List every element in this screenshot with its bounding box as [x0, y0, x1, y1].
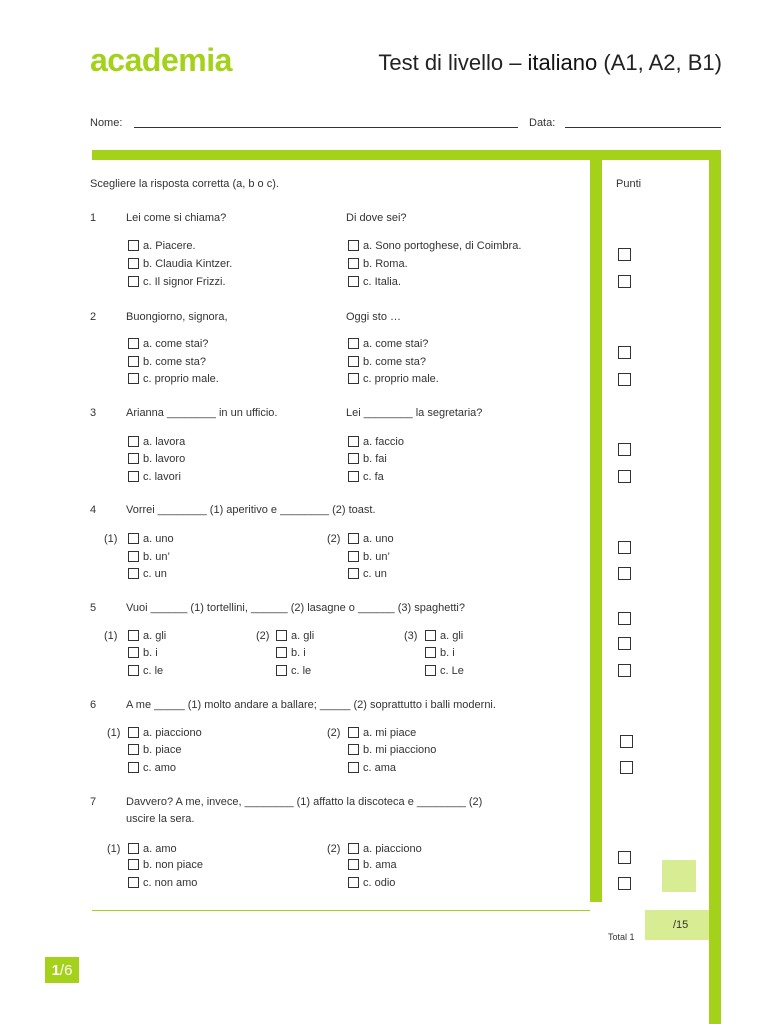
title-prefix: Test di livello –	[378, 50, 528, 75]
q5-col2-option-b: b. i	[291, 647, 306, 659]
q7-left-tag: (1)	[107, 843, 121, 855]
q1-left-option-a: a. Piacere.	[143, 240, 196, 252]
frame-right-bar	[709, 150, 721, 1024]
q7-right-option-b: b. ama	[363, 859, 397, 871]
q1-right-prompt: Di dove sei?	[346, 212, 407, 224]
q6-score-box-2[interactable]	[620, 761, 633, 774]
q7-right-option-a: a. piacciono	[363, 843, 422, 855]
q3-left-checkbox-b[interactable]	[128, 453, 139, 464]
title-levels: (A1, A2, B1)	[597, 50, 722, 75]
q5-col2-checkbox-c[interactable]	[276, 665, 287, 676]
q4-left-option-b: b. un’	[143, 551, 170, 563]
q4-left-checkbox-c[interactable]	[128, 568, 139, 579]
q3-right-option-b: b. fai	[363, 453, 387, 465]
page-total: /6	[59, 961, 73, 979]
q4-right-option-c: c. un	[363, 568, 387, 580]
q7-number: 7	[90, 796, 97, 808]
q7-right-checkbox-b[interactable]	[348, 859, 359, 870]
q2-score-box-1[interactable]	[618, 346, 631, 359]
q3-right-prompt: Lei ________ la segretaria?	[346, 407, 483, 419]
q2-number: 2	[90, 311, 97, 323]
page-title	[378, 50, 722, 76]
q5-number: 5	[90, 602, 97, 614]
q5-col1-checkbox-c[interactable]	[128, 665, 139, 676]
q5-tag-1: (1)	[104, 630, 118, 642]
name-field[interactable]	[134, 127, 518, 128]
q3-score-box-1[interactable]	[618, 443, 631, 456]
q6-left-tag: (1)	[107, 727, 121, 739]
q3-right-option-a: a. faccio	[363, 436, 404, 448]
q7-right-checkbox-a[interactable]	[348, 843, 359, 854]
q6-right-checkbox-a[interactable]	[348, 727, 359, 738]
q6-number: 6	[90, 699, 97, 711]
q4-right-checkbox-a[interactable]	[348, 533, 359, 544]
q7-left-option-a: a. amo	[143, 843, 177, 855]
q7-right-tag: (2)	[327, 843, 341, 855]
q6-right-option-c: c. ama	[363, 762, 397, 774]
q2-left-checkbox-b[interactable]	[128, 356, 139, 367]
q5-col1-option-c: c. le	[143, 665, 164, 677]
q2-right-option-b: b. come sta?	[363, 356, 426, 368]
q4-score-box-1[interactable]	[618, 541, 631, 554]
q1-score-box-2[interactable]	[618, 275, 631, 288]
q7-left-checkbox-b[interactable]	[128, 859, 139, 870]
q2-score-box-2[interactable]	[618, 373, 631, 386]
q1-left-checkbox-c[interactable]	[128, 276, 139, 287]
q7-prompt-cont: uscire la sera.	[126, 813, 195, 825]
q3-left-option-b: b. lavoro	[143, 453, 186, 465]
q1-right-option-b: b. Roma.	[363, 258, 408, 270]
q7-score-box-2[interactable]	[618, 877, 631, 890]
q3-right-checkbox-a[interactable]	[348, 436, 359, 447]
q1-left-option-b: b. Claudia Kintzer.	[143, 258, 233, 270]
q2-left-option-b: b. come sta?	[143, 356, 206, 368]
q6-right-checkbox-c[interactable]	[348, 762, 359, 773]
frame-bottom-line	[92, 910, 590, 911]
q7-right-option-c: c. odio	[363, 877, 396, 889]
q7-left-option-c: c. non amo	[143, 877, 198, 889]
q6-left-option-a: a. piacciono	[143, 727, 202, 739]
q4-score-box-2[interactable]	[618, 567, 631, 580]
q5-prompt: Vuoi ______ (1) tortellini, ______ (2) lasagne o ______ (3) spaghetti?	[126, 602, 465, 614]
q4-right-checkbox-c[interactable]	[348, 568, 359, 579]
q2-right-option-c: c. proprio male.	[363, 373, 439, 385]
q1-right-checkbox-c[interactable]	[348, 276, 359, 287]
frame-top-bar	[92, 150, 721, 160]
q4-number: 4	[90, 504, 97, 516]
q6-prompt: A me _____ (1) molto andare a ballare; _____ (2) soprattutto i balli moderni.	[126, 699, 496, 711]
q3-left-prompt: Arianna ________ in un ufficio.	[126, 407, 278, 419]
q3-right-option-c: c. fa	[363, 471, 384, 483]
q2-right-option-a: a. come stai?	[363, 338, 429, 350]
q1-score-box-1[interactable]	[618, 248, 631, 261]
q5-col2-checkbox-b[interactable]	[276, 647, 287, 658]
q6-right-option-a: a. mi piace	[363, 727, 417, 739]
name-label: Nome:	[90, 117, 123, 129]
q3-left-option-c: c. lavori	[143, 471, 181, 483]
q3-left-option-a: a. lavora	[143, 436, 186, 448]
q2-left-prompt: Buongiorno, signora,	[126, 311, 228, 323]
frame-divider-bar	[590, 150, 602, 902]
q7-left-option-b: b. non piace	[143, 859, 203, 871]
q6-left-checkbox-c[interactable]	[128, 762, 139, 773]
q1-right-checkbox-b[interactable]	[348, 258, 359, 269]
q4-left-checkbox-b[interactable]	[128, 551, 139, 562]
q2-right-checkbox-c[interactable]	[348, 373, 359, 384]
q5-col2-option-a: a. gli	[291, 630, 315, 642]
q4-left-tag: (1)	[104, 533, 118, 545]
q6-left-checkbox-b[interactable]	[128, 744, 139, 755]
q1-left-checkbox-a[interactable]	[128, 240, 139, 251]
q5-col1-checkbox-a[interactable]	[128, 630, 139, 641]
q6-right-tag: (2)	[327, 727, 341, 739]
q1-right-option-c: c. Italia.	[363, 276, 401, 288]
q2-left-option-a: a. come stai?	[143, 338, 209, 350]
q4-right-tag: (2)	[327, 533, 341, 545]
q1-left-prompt: Lei come si chiama?	[126, 212, 227, 224]
q1-left-checkbox-b[interactable]	[128, 258, 139, 269]
title-language: italiano	[527, 50, 598, 75]
page-current: 1	[51, 961, 60, 979]
total-label: Total 1	[608, 932, 635, 942]
q3-number: 3	[90, 407, 97, 419]
q1-right-checkbox-a[interactable]	[348, 240, 359, 251]
q1-left-option-c: c. Il signor Frizzi.	[143, 276, 226, 288]
q6-right-checkbox-b[interactable]	[348, 744, 359, 755]
q7-left-checkbox-a[interactable]	[128, 843, 139, 854]
q6-left-option-b: b. piace	[143, 744, 182, 756]
q2-right-checkbox-b[interactable]	[348, 356, 359, 367]
q4-left-checkbox-a[interactable]	[128, 533, 139, 544]
q4-left-option-a: a. uno	[143, 533, 174, 545]
q5-score-box-3[interactable]	[618, 664, 631, 677]
q7-score-box-1[interactable]	[618, 851, 631, 864]
q3-right-checkbox-c[interactable]	[348, 471, 359, 482]
q4-prompt: Vorrei ________ (1) aperitivo e ________ (2) toast.	[126, 504, 376, 516]
q5-tag-2: (2)	[256, 630, 270, 642]
page-indicator	[45, 957, 79, 983]
q6-right-option-b: b. mi piacciono	[363, 744, 437, 756]
q1-number: 1	[90, 212, 97, 224]
q5-score-box-2[interactable]	[618, 637, 631, 650]
q5-col1-option-b: b. i	[143, 647, 158, 659]
q6-left-option-c: c. amo	[143, 762, 177, 774]
q5-col2-checkbox-a[interactable]	[276, 630, 287, 641]
date-field[interactable]	[565, 127, 721, 128]
total-score: /15	[673, 919, 689, 931]
points-header: Punti	[616, 178, 642, 190]
q5-col3-checkbox-b[interactable]	[425, 647, 436, 658]
q7-right-checkbox-c[interactable]	[348, 877, 359, 888]
q6-left-checkbox-a[interactable]	[128, 727, 139, 738]
q5-score-box-1[interactable]	[618, 612, 631, 625]
q3-right-checkbox-b[interactable]	[348, 453, 359, 464]
q5-col3-option-b: b. i	[440, 647, 455, 659]
q7-prompt: Davvero? A me, invece, ________ (1) affatto la discoteca e ________ (2)	[126, 796, 483, 808]
q5-col3-option-c: c. Le	[440, 665, 464, 677]
date-label: Data:	[529, 117, 556, 129]
q6-score-box-1[interactable]	[620, 735, 633, 748]
q1-right-option-a: a. Sono portoghese, di Coimbra.	[363, 240, 522, 252]
q2-right-prompt: Oggi sto …	[346, 311, 402, 323]
q2-left-option-c: c. proprio male.	[143, 373, 219, 385]
q3-left-checkbox-a[interactable]	[128, 436, 139, 447]
q3-left-checkbox-c[interactable]	[128, 471, 139, 482]
q5-tag-3: (3)	[404, 630, 418, 642]
q2-left-checkbox-a[interactable]	[128, 338, 139, 349]
q5-col1-option-a: a. gli	[143, 630, 167, 642]
q4-right-option-a: a. uno	[363, 533, 394, 545]
q4-right-checkbox-b[interactable]	[348, 551, 359, 562]
q7-left-checkbox-c[interactable]	[128, 877, 139, 888]
q4-right-option-b: b. un’	[363, 551, 390, 563]
instruction-text: Scegliere la risposta corretta (a, b o c).	[90, 178, 279, 190]
q5-col1-checkbox-b[interactable]	[128, 647, 139, 658]
q3-score-box-2[interactable]	[618, 470, 631, 483]
q4-left-option-c: c. un	[143, 568, 167, 580]
q5-col3-checkbox-a[interactable]	[425, 630, 436, 641]
score-highlight-box	[662, 860, 696, 892]
q2-left-checkbox-c[interactable]	[128, 373, 139, 384]
q2-right-checkbox-a[interactable]	[348, 338, 359, 349]
q5-col3-option-a: a. gli	[440, 630, 464, 642]
q5-col3-checkbox-c[interactable]	[425, 665, 436, 676]
brand-logo: academia	[90, 42, 232, 78]
q5-col2-option-c: c. le	[291, 665, 312, 677]
